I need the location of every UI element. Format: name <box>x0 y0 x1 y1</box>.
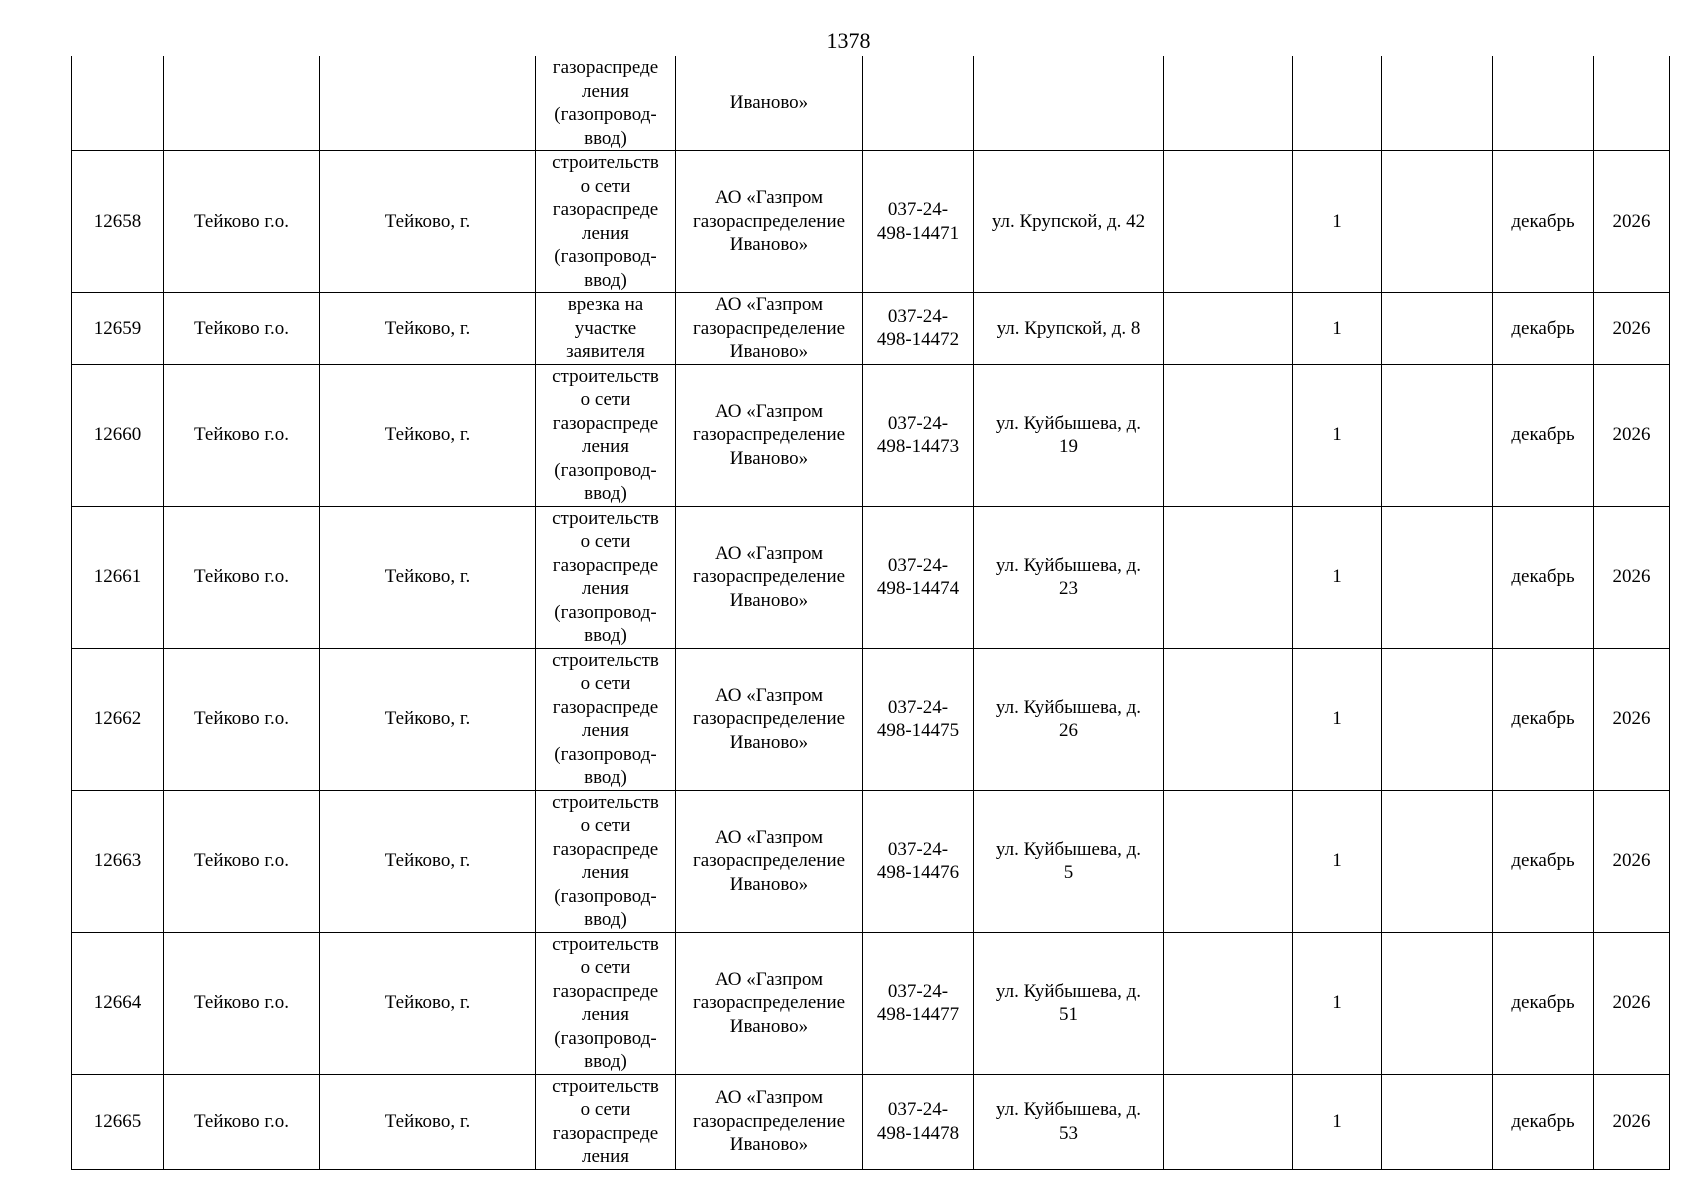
cell-month: декабрь <box>1493 151 1594 293</box>
cell-empty-col10 <box>1382 364 1493 506</box>
cell-work-type-line: газораспреде <box>552 199 659 220</box>
cell-empty-col10 <box>1382 932 1493 1074</box>
cell-address-line: ул. Куйбышева, д. <box>995 1099 1142 1120</box>
cell-work-type-line: ввод) <box>584 767 627 788</box>
cell-application-code-line: 037-24- <box>887 1099 949 1120</box>
cell-empty-col10 <box>1382 790 1493 932</box>
cell-year: 2026 <box>1594 932 1670 1074</box>
cell-address <box>974 932 1164 1074</box>
cell-address <box>974 364 1164 506</box>
cell-year: 2026 <box>1594 293 1670 365</box>
cell-month: декабрь <box>1493 364 1594 506</box>
cell-year <box>1594 56 1670 151</box>
cell-empty-col8 <box>1164 1074 1293 1169</box>
cell-application-code-line: 037-24- <box>887 412 949 434</box>
cell-work-type-line: о сети <box>580 673 631 694</box>
cell-organization-line: АО «Газпром <box>714 968 824 990</box>
cell-application-code-line: 498-14476 <box>876 862 960 883</box>
cell-district: Тейково г.о. <box>164 293 320 365</box>
cell-application-code-line: 037-24- <box>887 305 949 327</box>
cell-address-line: 19 <box>1059 436 1078 457</box>
cell-work-type-line: газораспреде <box>552 412 659 434</box>
cell-empty-col10 <box>1382 151 1493 293</box>
cell-month: декабрь <box>1493 932 1594 1074</box>
cell-organization <box>676 56 863 151</box>
cell-district <box>164 56 320 151</box>
cell-empty-col10 <box>1382 56 1493 151</box>
cell-work-type-line: (газопровод- <box>554 459 657 481</box>
cell-organization-line: АО «Газпром <box>714 400 824 422</box>
cell-organization-line: АО «Газпром <box>714 684 824 706</box>
cell-work-type-line: (газопровод- <box>554 104 657 125</box>
cell-work-type-line: ления <box>582 1004 629 1025</box>
cell-work-type-line: строительств <box>552 649 659 671</box>
cell-organization <box>676 648 863 790</box>
cell-quantity: 1 <box>1293 932 1382 1074</box>
cell-locality: Тейково, г. <box>320 790 536 932</box>
cell-organization-line: АО «Газпром <box>714 826 824 848</box>
table-row <box>72 648 1670 790</box>
cell-organization <box>676 1074 863 1169</box>
cell-application-code-line: 498-14474 <box>876 578 960 599</box>
cell-locality: Тейково, г. <box>320 506 536 648</box>
cell-work-type-line: врезка на <box>567 294 644 315</box>
cell-empty-col8 <box>1164 293 1293 365</box>
cell-id: 12659 <box>72 293 164 365</box>
table-row <box>72 293 1670 365</box>
cell-work-type <box>536 56 676 151</box>
cell-district: Тейково г.о. <box>164 648 320 790</box>
cell-organization-line: Иваново» <box>729 234 809 256</box>
cell-quantity: 1 <box>1293 1074 1382 1169</box>
cell-application-code <box>863 506 974 648</box>
cell-address-line: 26 <box>1059 720 1078 741</box>
cell-application-code-line: 037-24- <box>887 980 949 1002</box>
cell-organization-line: Иваново» <box>729 92 809 114</box>
table-row <box>72 1074 1670 1169</box>
cell-address <box>974 648 1164 790</box>
table-row <box>72 151 1670 293</box>
cell-work-type-line: (газопровод- <box>554 1027 657 1049</box>
cell-id: 12658 <box>72 151 164 293</box>
cell-id: 12661 <box>72 506 164 648</box>
cell-address-line: ул. Куйбышева, д. <box>995 838 1142 860</box>
cell-work-type-line: газораспреде <box>552 980 659 1002</box>
cell-work-type-line: о сети <box>580 175 631 197</box>
cell-empty-col8 <box>1164 56 1293 151</box>
cell-organization <box>676 293 863 365</box>
cell-organization <box>676 151 863 293</box>
cell-application-code <box>863 1074 974 1169</box>
cell-month <box>1493 56 1594 151</box>
cell-work-type-line: о сети <box>580 531 631 552</box>
cell-locality: Тейково, г. <box>320 151 536 293</box>
cell-quantity: 1 <box>1293 648 1382 790</box>
table-row <box>72 56 1670 151</box>
cell-quantity <box>1293 56 1382 151</box>
cell-address-line: 23 <box>1059 578 1078 599</box>
cell-organization-line: Иваново» <box>729 341 809 362</box>
cell-empty-col10 <box>1382 1074 1493 1169</box>
cell-application-code-line: 498-14472 <box>876 329 960 351</box>
table-row <box>72 506 1670 648</box>
cell-work-type <box>536 506 676 648</box>
cell-quantity: 1 <box>1293 790 1382 932</box>
cell-work-type-line: ввод) <box>584 909 627 930</box>
cell-work-type <box>536 151 676 293</box>
cell-application-code <box>863 790 974 932</box>
cell-application-code-line: 498-14473 <box>876 436 960 457</box>
cell-year: 2026 <box>1594 790 1670 932</box>
cell-locality <box>320 56 536 151</box>
page-number: 1378 <box>826 28 871 53</box>
cell-application-code-line: 498-14471 <box>876 222 960 244</box>
cell-address <box>974 790 1164 932</box>
cell-work-type-line: ления <box>582 80 629 102</box>
cell-work-type <box>536 648 676 790</box>
cell-organization-line: Иваново» <box>729 873 809 895</box>
cell-month: декабрь <box>1493 506 1594 648</box>
cell-work-type-line: строительств <box>552 365 659 387</box>
cell-work-type <box>536 790 676 932</box>
cell-address-line: ул. Крупской, д. 42 <box>991 210 1146 232</box>
cell-id: 12664 <box>72 932 164 1074</box>
cell-organization-line: АО «Газпром <box>714 187 824 209</box>
cell-work-type <box>536 293 676 365</box>
cell-id: 12660 <box>72 364 164 506</box>
cell-locality: Тейково, г. <box>320 364 536 506</box>
cell-district: Тейково г.о. <box>164 364 320 506</box>
cell-organization-line: АО «Газпром <box>714 1087 824 1109</box>
cell-empty-col10 <box>1382 648 1493 790</box>
cell-empty-col8 <box>1164 790 1293 932</box>
cell-organization-line: Иваново» <box>729 731 809 753</box>
cell-address <box>974 151 1164 293</box>
cell-application-code-line: 037-24- <box>887 554 949 576</box>
cell-work-type-line: строительств <box>552 933 659 955</box>
cell-empty-col8 <box>1164 506 1293 648</box>
cell-address-line: ул. Куйбышева, д. <box>995 554 1142 576</box>
cell-application-code <box>863 151 974 293</box>
cell-district: Тейково г.о. <box>164 790 320 932</box>
cell-district: Тейково г.о. <box>164 932 320 1074</box>
cell-work-type-line: газораспреде <box>552 554 659 576</box>
cell-work-type <box>536 1074 676 1169</box>
cell-work-type-line: строительств <box>552 507 659 529</box>
table-body <box>72 56 1670 1169</box>
cell-address-line: 53 <box>1059 1122 1078 1144</box>
cell-address-line: ул. Куйбышева, д. <box>995 980 1142 1002</box>
cell-organization-line: Иваново» <box>729 447 809 469</box>
cell-organization-line: газораспределение <box>692 992 846 1014</box>
cell-work-type-line: о сети <box>580 957 631 978</box>
cell-id: 12665 <box>72 1074 164 1169</box>
cell-work-type <box>536 364 676 506</box>
cell-district: Тейково г.о. <box>164 1074 320 1169</box>
table-row <box>72 790 1670 932</box>
cell-work-type-line: ввод) <box>584 483 627 504</box>
cell-locality: Тейково, г. <box>320 648 536 790</box>
cell-address-line: ул. Крупской, д. 8 <box>996 317 1141 339</box>
cell-empty-col8 <box>1164 364 1293 506</box>
cell-year: 2026 <box>1594 364 1670 506</box>
cell-work-type-line: ления <box>582 578 629 599</box>
cell-work-type <box>536 932 676 1074</box>
cell-work-type-line: (газопровод- <box>554 601 657 623</box>
cell-organization-line: Иваново» <box>729 589 809 611</box>
cell-address-line: 51 <box>1059 1004 1078 1025</box>
cell-application-code-line: 498-14477 <box>876 1004 960 1025</box>
cell-work-type-line: строительств <box>552 1075 659 1097</box>
cell-organization <box>676 790 863 932</box>
cell-work-type-line: о сети <box>580 1099 631 1120</box>
cell-empty-col8 <box>1164 648 1293 790</box>
cell-organization-line: газораспределение <box>692 1110 846 1132</box>
cell-address-line: 5 <box>1063 862 1074 883</box>
cell-application-code <box>863 932 974 1074</box>
cell-work-type-line: ления <box>582 222 629 244</box>
cell-empty-col8 <box>1164 151 1293 293</box>
cell-organization-line: АО «Газпром <box>714 294 824 315</box>
cell-work-type-line: ввод) <box>584 625 627 646</box>
cell-work-type-line: о сети <box>580 389 631 410</box>
cell-application-code-line: 498-14475 <box>876 720 960 741</box>
cell-work-type-line: о сети <box>580 815 631 836</box>
cell-month: декабрь <box>1493 648 1594 790</box>
cell-organization <box>676 364 863 506</box>
table-row <box>72 364 1670 506</box>
cell-organization-line: Иваново» <box>729 1134 809 1156</box>
cell-month: декабрь <box>1493 293 1594 365</box>
cell-organization <box>676 932 863 1074</box>
cell-organization-line: газораспределение <box>692 424 846 446</box>
cell-work-type-line: газораспреде <box>552 696 659 718</box>
cell-work-type-line: (газопровод- <box>554 885 657 907</box>
cell-application-code <box>863 648 974 790</box>
cell-application-code <box>863 56 974 151</box>
cell-work-type-line: газораспреде <box>552 838 659 860</box>
cell-locality: Тейково, г. <box>320 932 536 1074</box>
cell-work-type-line: участке <box>574 317 637 339</box>
cell-application-code-line: 037-24- <box>887 696 949 718</box>
cell-work-type-line: (газопровод- <box>554 246 657 267</box>
cell-organization-line: газораспределение <box>692 708 846 730</box>
cell-work-type-line: ления <box>582 720 629 741</box>
cell-work-type-line: ввод) <box>584 1051 627 1072</box>
cell-work-type-line: газораспреде <box>552 57 659 78</box>
cell-address <box>974 293 1164 365</box>
cell-application-code-line: 498-14478 <box>876 1122 960 1144</box>
cell-year: 2026 <box>1594 506 1670 648</box>
cell-organization-line: газораспределение <box>692 210 846 232</box>
table-row <box>72 932 1670 1074</box>
cell-locality: Тейково, г. <box>320 1074 536 1169</box>
cell-address-line: ул. Куйбышева, д. <box>995 696 1142 718</box>
cell-address <box>974 506 1164 648</box>
cell-quantity: 1 <box>1293 364 1382 506</box>
cell-organization-line: газораспределение <box>692 850 846 872</box>
cell-work-type-line: (газопровод- <box>554 743 657 765</box>
cell-application-code <box>863 364 974 506</box>
cell-empty-col10 <box>1382 293 1493 365</box>
cell-quantity: 1 <box>1293 506 1382 648</box>
cell-work-type-line: ления <box>582 436 629 457</box>
cell-id <box>72 56 164 151</box>
cell-organization-line: газораспределение <box>692 566 846 588</box>
cell-organization <box>676 506 863 648</box>
cell-district: Тейково г.о. <box>164 151 320 293</box>
cell-work-type-line: ления <box>582 862 629 883</box>
cell-work-type-line: ввод) <box>584 127 627 149</box>
cell-work-type-line: строительств <box>552 791 659 813</box>
cell-year: 2026 <box>1594 1074 1670 1169</box>
cell-work-type-line: газораспреде <box>552 1122 659 1144</box>
cell-application-code-line: 037-24- <box>887 838 949 860</box>
cell-work-type-line: ввод) <box>584 269 627 291</box>
cell-address <box>974 56 1164 151</box>
cell-organization-line: газораспределение <box>692 317 846 339</box>
cell-empty-col10 <box>1382 506 1493 648</box>
cell-organization-line: Иваново» <box>729 1015 809 1037</box>
cell-application-code-line: 037-24- <box>887 199 949 220</box>
cell-address <box>974 1074 1164 1169</box>
cell-work-type-line: строительств <box>552 152 659 173</box>
cell-quantity: 1 <box>1293 151 1382 293</box>
cell-work-type-line: заявителя <box>566 341 645 362</box>
cell-month: декабрь <box>1493 1074 1594 1169</box>
cell-work-type-line: ления <box>582 1146 629 1167</box>
cell-organization-line: АО «Газпром <box>714 542 824 564</box>
cell-quantity: 1 <box>1293 293 1382 365</box>
cell-address-line: ул. Куйбышева, д. <box>995 412 1142 434</box>
cell-month: декабрь <box>1493 790 1594 932</box>
cell-locality: Тейково, г. <box>320 293 536 365</box>
gas-connection-schedule-table <box>71 56 1670 1170</box>
cell-id: 12662 <box>72 648 164 790</box>
cell-application-code <box>863 293 974 365</box>
cell-year: 2026 <box>1594 648 1670 790</box>
cell-year: 2026 <box>1594 151 1670 293</box>
cell-id: 12663 <box>72 790 164 932</box>
cell-empty-col8 <box>1164 932 1293 1074</box>
cell-district: Тейково г.о. <box>164 506 320 648</box>
